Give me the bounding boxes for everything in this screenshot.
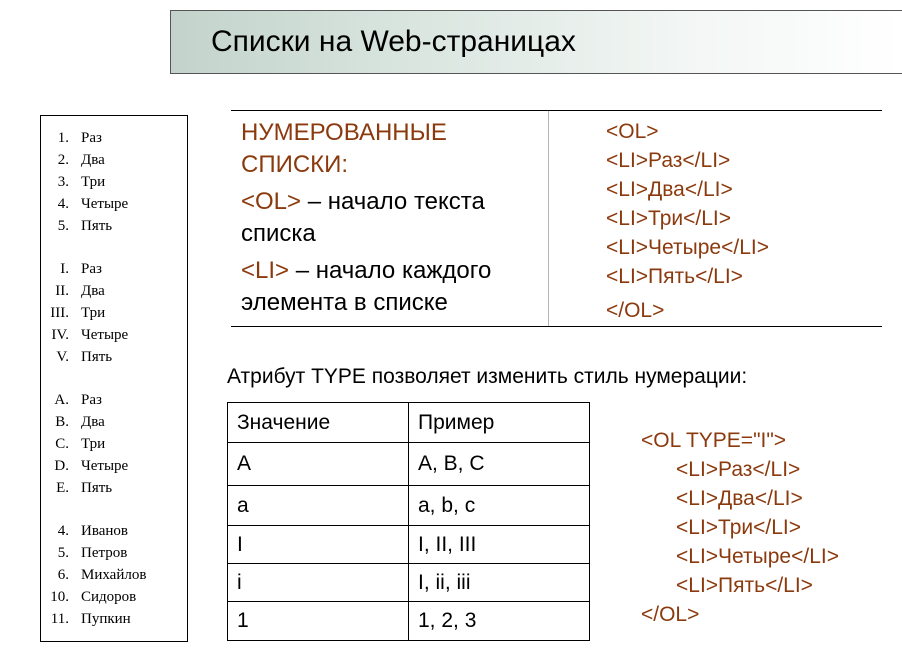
list-marker: III. xyxy=(50,305,69,321)
list-label: Раз xyxy=(81,261,102,277)
table-row xyxy=(228,486,590,526)
type-code-example xyxy=(641,426,839,629)
list-item xyxy=(41,520,187,542)
list-marker: II. xyxy=(55,283,69,299)
list-marker: D. xyxy=(54,458,69,474)
table-row xyxy=(228,443,590,486)
list-marker: IV. xyxy=(51,327,69,343)
list-label: Три xyxy=(81,174,106,190)
list-label: Четыре xyxy=(81,458,129,474)
list-item xyxy=(41,608,187,630)
title-banner xyxy=(170,10,902,74)
table-cell: I, II, III xyxy=(409,526,590,564)
code-line: <LI>Три</LI> xyxy=(606,207,731,230)
sample-list-roman xyxy=(41,258,187,368)
code-line: <LI>Четыре</LI> xyxy=(676,545,839,568)
list-label: Петров xyxy=(81,545,128,561)
table-cell: a, b, c xyxy=(409,486,590,526)
list-label: Иванов xyxy=(81,523,128,539)
sample-list-custom-values xyxy=(41,520,187,630)
list-label: Пупкин xyxy=(81,611,131,627)
list-label: Раз xyxy=(81,130,102,146)
code-line: <OL> xyxy=(606,120,659,143)
list-marker: C. xyxy=(55,436,69,452)
list-marker: V. xyxy=(56,349,69,365)
list-marker: 5. xyxy=(57,218,69,234)
list-label: Три xyxy=(81,305,106,321)
intro-text xyxy=(241,117,541,319)
list-marker: 1. xyxy=(57,130,69,146)
list-marker: 11. xyxy=(50,611,69,627)
list-item xyxy=(41,477,187,499)
list-item xyxy=(41,280,187,302)
type-values-table xyxy=(227,402,590,641)
list-marker: B. xyxy=(55,414,69,430)
ol-desc-text: – начало текста списка xyxy=(241,188,485,247)
table-header-row xyxy=(228,403,590,443)
li-tag: <LI> xyxy=(241,257,290,284)
list-item xyxy=(41,193,187,215)
list-label: Пять xyxy=(81,349,113,365)
ol-code-example xyxy=(606,117,769,325)
page-title: Списки на Web-страницах xyxy=(211,25,576,58)
list-samples-panel xyxy=(40,115,188,642)
code-line: <LI>Пять</LI> xyxy=(676,574,813,597)
table-row xyxy=(228,602,590,641)
list-item xyxy=(41,302,187,324)
list-marker: 5. xyxy=(57,545,69,561)
list-label: Четыре xyxy=(81,196,129,212)
code-line: </OL> xyxy=(641,603,700,626)
list-label: Три xyxy=(81,436,106,452)
list-item xyxy=(41,586,187,608)
column-divider xyxy=(548,111,549,326)
list-label: Пять xyxy=(81,218,113,234)
code-line: <LI>Пять</LI> xyxy=(606,265,743,288)
table-cell: I, ii, iii xyxy=(409,564,590,602)
intro-heading: НУМЕРОВАННЫЕ СПИСКИ: xyxy=(241,119,447,178)
numbered-lists-intro xyxy=(231,110,882,327)
table-row xyxy=(228,564,590,602)
list-marker: 10. xyxy=(50,589,69,605)
ol-description xyxy=(241,186,541,250)
li-description xyxy=(241,255,541,319)
code-line: <LI>Два</LI> xyxy=(606,178,733,201)
list-marker: 3. xyxy=(57,174,69,190)
table-cell: 1 xyxy=(228,602,409,641)
list-item xyxy=(41,127,187,149)
list-label: Два xyxy=(81,283,105,299)
list-item xyxy=(41,542,187,564)
list-item xyxy=(41,215,187,237)
code-line: </OL> xyxy=(606,299,665,322)
header-cell: Значение xyxy=(228,403,409,443)
table-cell: A xyxy=(228,443,409,486)
code-line: <OL TYPE="I"> xyxy=(641,429,787,452)
list-label: Пять xyxy=(81,480,113,496)
list-marker: 6. xyxy=(57,567,69,583)
list-label: Два xyxy=(81,152,105,168)
code-line: <LI>Четыре</LI> xyxy=(606,236,769,259)
list-item xyxy=(41,324,187,346)
list-marker: 4. xyxy=(57,196,69,212)
sample-list-arabic xyxy=(41,127,187,237)
table-cell: a xyxy=(228,486,409,526)
code-line: <LI>Раз</LI> xyxy=(676,458,801,481)
table-cell: i xyxy=(228,564,409,602)
list-item xyxy=(41,455,187,477)
list-label: Два xyxy=(81,414,105,430)
list-label: Сидоров xyxy=(81,589,137,605)
list-item xyxy=(41,389,187,411)
header-cell: Пример xyxy=(409,403,590,443)
sample-list-letters xyxy=(41,389,187,499)
ol-tag: <OL> xyxy=(241,188,302,215)
code-line: <LI>Два</LI> xyxy=(676,487,803,510)
list-item xyxy=(41,171,187,193)
list-marker: A. xyxy=(54,392,69,408)
list-label: Михайлов xyxy=(81,567,147,583)
list-marker: 4. xyxy=(57,523,69,539)
list-item xyxy=(41,149,187,171)
code-line: <LI>Раз</LI> xyxy=(606,149,731,172)
list-marker: 2. xyxy=(57,152,69,168)
table-cell: A, B, C xyxy=(409,443,590,486)
list-item xyxy=(41,346,187,368)
li-desc-text: – начало каждого элемента в списке xyxy=(241,257,492,316)
table-cell: I xyxy=(228,526,409,564)
list-label: Четыре xyxy=(81,327,129,343)
type-caption: Атрибут TYPE позволяет изменить стиль нумерации: xyxy=(227,365,748,388)
list-label: Раз xyxy=(81,392,102,408)
code-line: <LI>Три</LI> xyxy=(676,516,801,539)
list-item xyxy=(41,433,187,455)
list-item xyxy=(41,258,187,280)
list-item xyxy=(41,564,187,586)
list-marker: I. xyxy=(60,261,69,277)
table-cell: 1, 2, 3 xyxy=(409,602,590,641)
list-marker: E. xyxy=(56,480,69,496)
list-item xyxy=(41,411,187,433)
table-row xyxy=(228,526,590,564)
